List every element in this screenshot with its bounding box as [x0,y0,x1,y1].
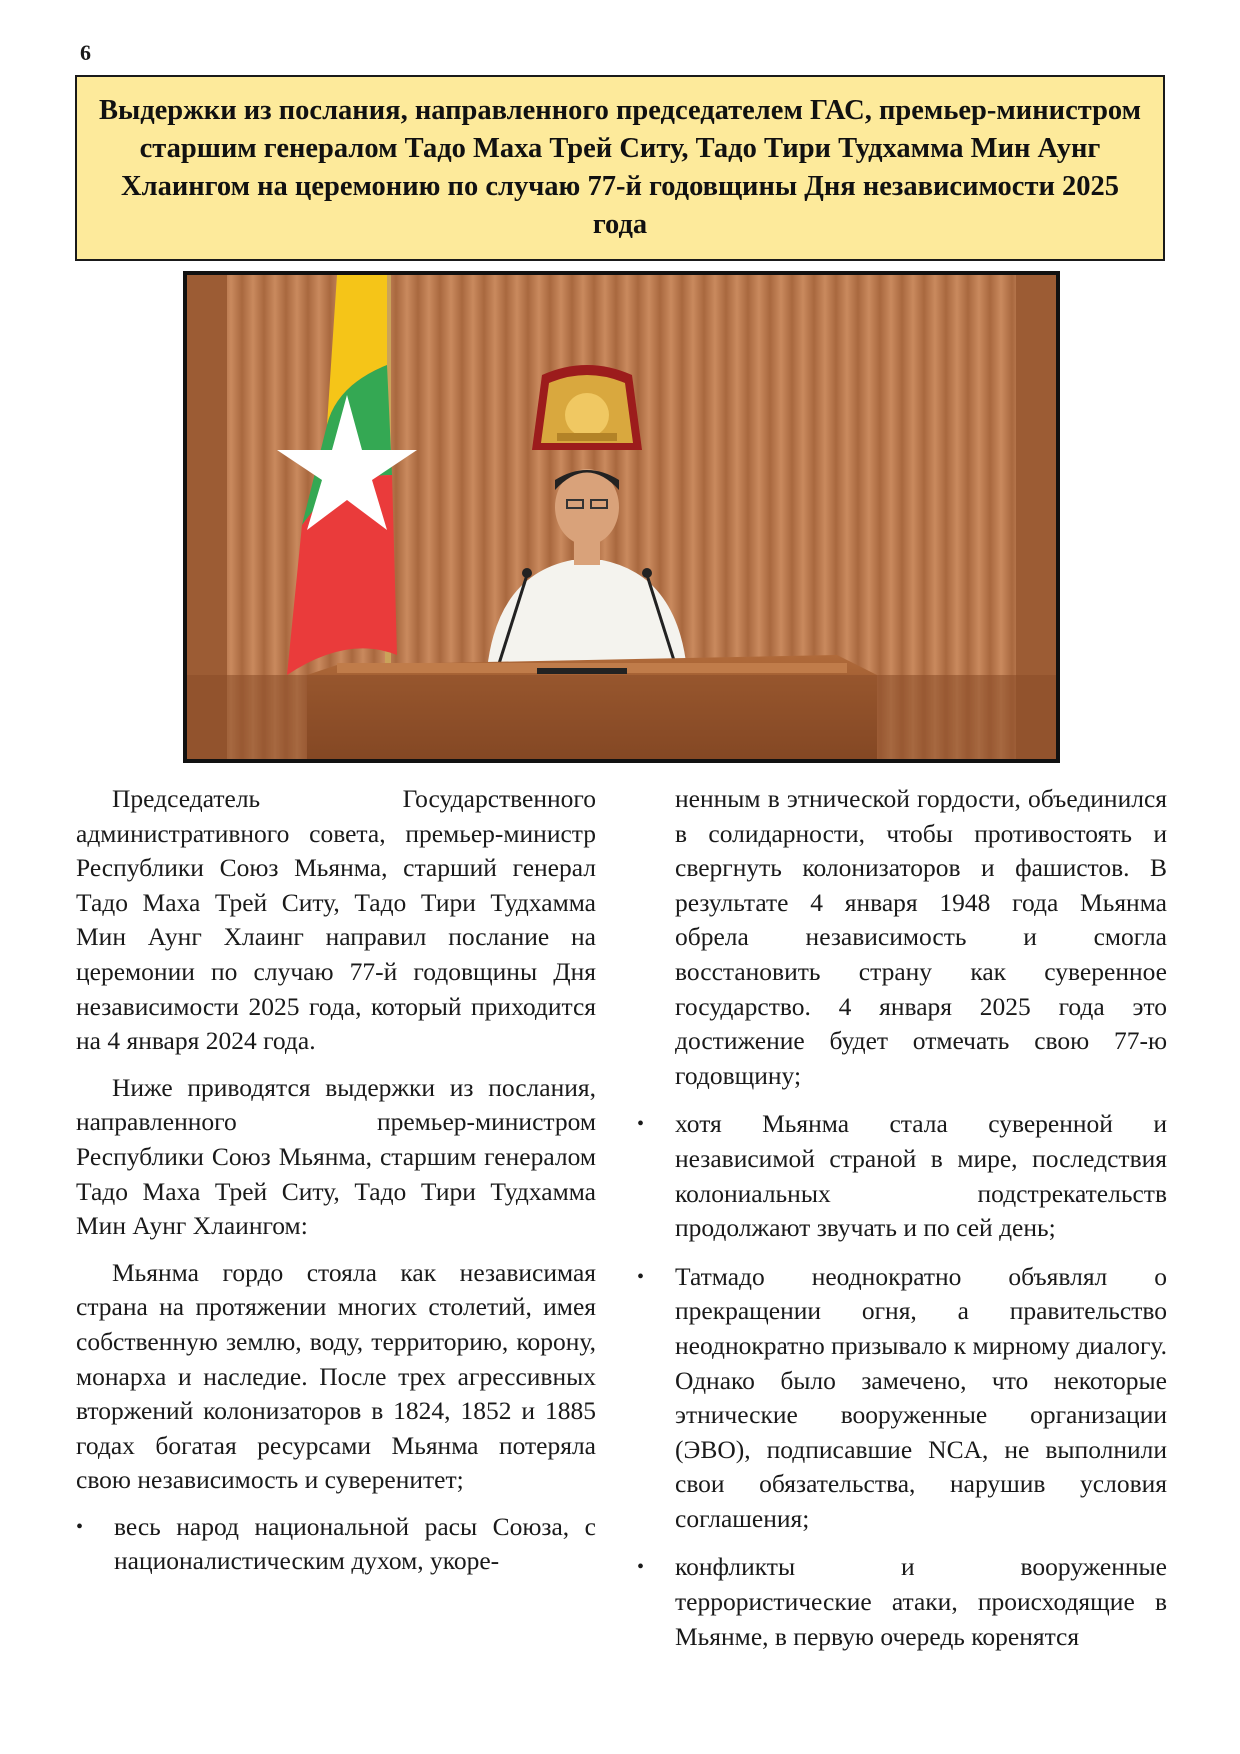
bullet-text: конфликты и вооруженные террористические атаки, происходящие в Мьянме, в первую очередь коренятся [675,1552,1167,1651]
list-item [637,1550,1167,1654]
bullet-icon: • [76,1515,84,1538]
wall-panel [187,675,1056,759]
bullet-text: весь народ национальной расы Союза, с националистическим духом, укоре- [114,1511,596,1576]
title-box [75,75,1165,261]
bullet-text: Татмадо неоднократно объявлял о прекращении огня, а правительство неоднократно призывало к мирному диалогу. Однако было замечено, что некоторые этнические вооруженные организации (ЭВО), подписавшие NCA, не выполнили свои обязательства, нарушив условия соглашения; [675,1261,1167,1533]
photo-illustration [187,275,1056,759]
paragraph-history: Мьянма гордо стояла как независимая страна на протяжении многих столетий, имея собственную землю, воду, территорию, корону, монарха и наследие. После трех агрессивных вторжений колонизаторов в 1824, 1852 и 1885 годах богатая ресурсами Мьянма потеряла свою независимость и суверенитет; [76,1257,596,1495]
bullet-icon: • [637,1556,645,1579]
list-item [637,1107,1167,1245]
bullet-icon: • [637,1265,645,1288]
bullet-text: хотя Мьянма стала суверенной и независимой страной в мире, последствия колониальных подстрекательств продолжают звучать и по сей день; [675,1109,1167,1243]
bullet-list-left [76,1510,596,1579]
list-item [637,1260,1167,1537]
left-column [76,782,596,1593]
article-title: Выдержки из послания, направленного председателем ГАС, премьер-министром старшим генералом Тадо Маха Трей Ситу, Тадо Тири Тудхамма Мин Аунг Хлаингом на церемонию по случаю 77-й годовщины Дня независимости 2025 года [98,95,1142,240]
photo [183,271,1060,763]
paragraph-intro: Председатель Государственного административного совета, премьер-министр Республики Союз Мьянма, старший генерал Тадо Маха Трей Ситу, Тадо Тири Тудхамма Мин Аунг Хлаинг направил послание на церемонии по случаю 77-й годовщины Дня независимости 2025 года, который приходится на 4 января 2024 года. [76,784,596,1056]
bullet-continuation: ненным в этнической гордости, объединился в солидарности, чтобы противостоять и свергнуть колонизаторов и фашистов. В результате 4 января 1948 года Мьянма обрела независимость и смогла восстановить страну как суверенное государство. 4 января 2025 года это достижение будет отмечать свою 77-ю годовщину; [675,784,1167,1090]
right-column [637,782,1167,1668]
list-item [76,1510,596,1579]
page-number: 6 [80,40,91,65]
paragraph-excerpts: Ниже приводятся выдержки из послания, направленного премьер-министром Республики Союз Мьянма, старшим генералом Тадо Маха Трей Ситу, Тадо Тири Тудхамма Мин Аунг Хлаингом: [76,1072,596,1241]
bullet-icon: • [637,1113,645,1136]
state-emblem-icon [532,365,642,450]
bullet-list-right [637,1107,1167,1654]
